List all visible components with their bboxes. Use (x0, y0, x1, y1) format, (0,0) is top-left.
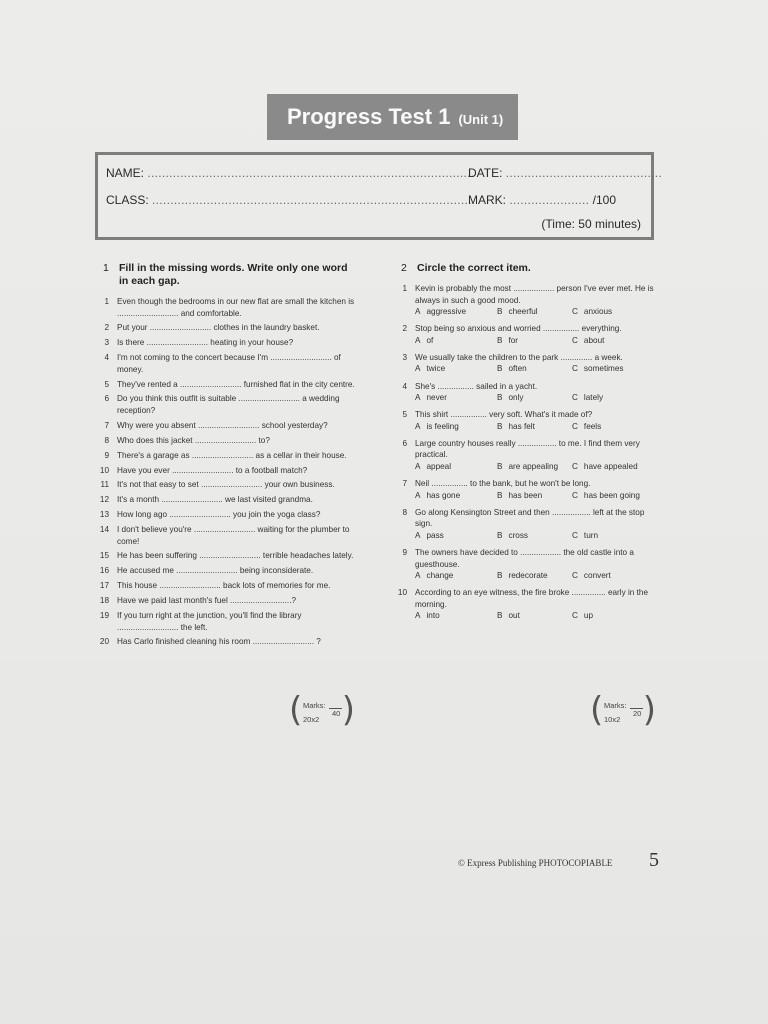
item-sentence: Put your ........................... clothes in the laundry basket. (117, 323, 320, 333)
name-row (106, 166, 474, 180)
option-letter: A (415, 490, 421, 500)
test-title: Progress Test 1 (287, 104, 451, 129)
bracket-left-icon: ( (289, 690, 303, 730)
multiple-choice-item (395, 409, 655, 433)
date-row (468, 166, 662, 180)
item-question: The owners have decided to .................. the old castle into a guesthouse. (415, 548, 634, 569)
multiple-choice-item (395, 323, 655, 347)
item-number: 12 (99, 495, 109, 505)
option-text: for (508, 335, 519, 345)
item-sentence: Why were you absent ........................... school yesterday? (117, 420, 328, 430)
option-text: never (426, 393, 447, 403)
option-letter: A (415, 335, 421, 345)
answer-options (415, 530, 655, 542)
answer-options (415, 306, 655, 318)
item-sentence: There's a garage as ........................... as a cellar in their house. (117, 450, 347, 460)
item-sentence: They've rented a ........................... furnished flat in the city centre. (117, 379, 355, 389)
option-text: out (508, 611, 520, 621)
answer-option[interactable] (572, 570, 611, 582)
answer-option[interactable] (415, 610, 440, 622)
option-letter: B (497, 307, 503, 316)
item-number: 19 (99, 611, 109, 621)
answer-option[interactable] (572, 335, 604, 347)
option-text: is feeling (426, 421, 459, 431)
gap-fill-item (97, 595, 357, 607)
option-text: redecorate (508, 571, 548, 580)
option-letter: C (572, 335, 578, 345)
item-number: 20 (99, 637, 109, 647)
option-letter: B (497, 364, 503, 374)
answer-option[interactable] (415, 306, 466, 318)
multiple-choice-item (395, 478, 655, 502)
exercise-1-marks-box (289, 690, 355, 730)
option-text: has been (508, 490, 543, 500)
option-letter: C (572, 364, 578, 374)
option-text: convert (583, 571, 611, 580)
item-number: 3 (104, 338, 109, 348)
item-number: 1 (402, 284, 407, 293)
answer-option[interactable] (415, 490, 460, 502)
answer-option[interactable] (497, 392, 524, 404)
gap-fill-item (97, 550, 357, 562)
option-letter: C (572, 393, 578, 403)
answer-option[interactable] (572, 490, 640, 502)
option-letter: A (415, 393, 421, 403)
option-text: has been going (583, 490, 640, 500)
page-number: 5 (649, 849, 659, 871)
answer-option[interactable] (415, 461, 451, 473)
item-number: 3 (402, 352, 407, 362)
option-text: are appealing (508, 461, 559, 471)
marks-max: 20 (633, 709, 642, 718)
multiple-choice-item (395, 352, 655, 376)
option-text: cross (508, 530, 529, 540)
test-title-banner (267, 94, 518, 140)
item-question: According to an eye witness, the fire broke ............... early in the morning. (415, 588, 648, 609)
item-sentence: This house ........................... back lots of memories for me. (117, 581, 331, 591)
option-text: has felt (508, 421, 535, 431)
item-number: 17 (99, 581, 109, 591)
exercise-2 (395, 262, 655, 627)
option-text: lately (583, 393, 604, 403)
item-sentence: I don't believe you're ........................... waiting for the plumber to come! (117, 525, 350, 546)
option-text: change (426, 571, 454, 580)
option-letter: B (497, 611, 503, 621)
date-field: ........................................... (505, 166, 663, 180)
answer-options (415, 363, 655, 375)
gap-fill-item (97, 435, 357, 447)
option-text: turn (583, 530, 599, 540)
option-letter: C (572, 611, 578, 621)
option-text: pass (426, 530, 444, 540)
multiple-choice-item (395, 547, 655, 582)
gap-fill-item (97, 509, 357, 521)
item-sentence: It's a month ........................... we last visited grandma. (117, 495, 313, 505)
mark-total: /100 (592, 193, 617, 207)
item-sentence: I'm not coming to the concert because I'm ........................... of money. (117, 353, 341, 374)
answer-option[interactable] (572, 363, 624, 375)
option-text: into (426, 611, 440, 621)
class-field: ........................................................................................ (152, 193, 472, 207)
exercise-2-number: 2 (401, 262, 407, 274)
answer-option[interactable] (572, 306, 612, 318)
answer-options (415, 461, 655, 473)
answer-option[interactable] (415, 335, 433, 347)
option-letter: C (572, 461, 578, 471)
option-letter: A (415, 571, 421, 580)
multiple-choice-item (395, 507, 655, 542)
item-number: 16 (99, 566, 109, 576)
item-number: 10 (397, 588, 407, 598)
mark-label: MARK: (468, 193, 507, 207)
answer-option[interactable] (415, 392, 447, 404)
answer-option[interactable] (572, 392, 603, 404)
exercise-1-items (97, 296, 357, 648)
option-letter: A (415, 307, 421, 316)
gap-fill-item (97, 610, 357, 633)
option-letter: B (497, 571, 503, 580)
item-number: 10 (99, 465, 109, 475)
item-number: 5 (402, 410, 407, 420)
item-number: 9 (402, 548, 407, 557)
option-text: sometimes (583, 364, 624, 374)
marks-value: 20x2 (303, 715, 320, 724)
marks-label: Marks: (303, 701, 326, 710)
item-number: 4 (402, 381, 407, 391)
option-text: up (583, 611, 594, 621)
item-number: 11 (100, 480, 109, 490)
item-sentence: Has Carlo finished cleaning his room ........................... ? (117, 637, 321, 647)
option-text: cheerful (508, 307, 538, 316)
answer-option[interactable] (572, 461, 638, 473)
answer-options (415, 490, 655, 502)
option-letter: C (572, 571, 578, 580)
answer-options (415, 335, 655, 347)
option-letter: B (497, 421, 503, 431)
answer-option[interactable] (497, 306, 538, 318)
gap-fill-item (97, 450, 357, 462)
option-letter: B (497, 393, 503, 403)
test-unit: (Unit 1) (458, 112, 504, 127)
gap-fill-item (97, 524, 357, 547)
item-number: 14 (99, 525, 109, 535)
item-question: Kevin is probably the most .................. person I've ever met. He is always in such a good mood. (415, 284, 654, 305)
item-number: 13 (99, 510, 109, 520)
answer-option[interactable] (572, 610, 593, 622)
exercise-2-heading (395, 262, 655, 275)
answer-option[interactable] (497, 610, 520, 622)
item-question: This shirt ................ very soft. What's it made of? (415, 410, 593, 420)
name-field: .......................................................................................... (147, 166, 475, 180)
item-sentence: Have you ever ........................... to a football match? (117, 465, 308, 475)
item-sentence: Who does this jacket ........................... to? (117, 435, 270, 445)
item-sentence: Even though the bedrooms in our new flat are small the kitchen is ........................... and comfortable. (117, 297, 355, 318)
exercise-1-heading (97, 262, 357, 288)
item-sentence: Do you think this outfit is suitable ........................... a wedding reception? (117, 394, 340, 415)
gap-fill-item (97, 322, 357, 334)
gap-fill-item (97, 565, 357, 577)
option-letter: C (572, 490, 578, 500)
gap-fill-item (97, 479, 357, 491)
option-letter: C (572, 530, 578, 540)
item-number: 9 (104, 450, 109, 460)
mark-field: ...................... (509, 193, 590, 207)
item-number: 6 (402, 438, 407, 448)
item-number: 6 (104, 394, 109, 404)
option-letter: B (497, 461, 503, 471)
name-label: NAME: (106, 166, 145, 180)
answer-option[interactable] (497, 490, 542, 502)
student-details-box (95, 152, 663, 240)
marks-max: 40 (332, 709, 341, 718)
item-sentence: He has been suffering ........................... terrible headaches lately. (117, 551, 354, 561)
gap-fill-item (97, 494, 357, 506)
exercise-2-instruction: Circle the correct item. (417, 262, 531, 274)
item-number: 2 (402, 324, 407, 334)
gap-fill-item (97, 352, 357, 375)
item-question: She's ................ sailed in a yacht. (415, 381, 538, 391)
item-sentence: Have we paid last month's fuel ...........................? (117, 596, 297, 606)
answer-option[interactable] (497, 421, 535, 433)
exercise-2-items (395, 283, 655, 622)
item-sentence: If you turn right at the junction, you'll find the library ........................... the left. (117, 611, 302, 632)
answer-option[interactable] (572, 421, 601, 433)
option-letter: A (415, 530, 421, 540)
answer-option[interactable] (572, 530, 598, 542)
marks-value: 10x2 (604, 715, 621, 724)
option-text: twice (426, 364, 446, 374)
answer-option[interactable] (415, 570, 453, 582)
option-letter: C (572, 307, 578, 316)
option-letter: B (497, 490, 503, 500)
item-question: We usually take the children to the park .............. a week. (415, 352, 623, 362)
multiple-choice-item (395, 283, 655, 318)
item-number: 5 (104, 379, 109, 389)
answer-options (415, 570, 655, 582)
mark-row (468, 193, 616, 207)
item-sentence: Is there ........................... heating in your house? (117, 338, 294, 348)
answer-option[interactable] (415, 421, 459, 433)
option-text: feels (583, 421, 602, 431)
option-letter: C (572, 421, 578, 431)
exercise-1-instruction: Fill in the missing words. Write only one word in each gap. (119, 262, 348, 287)
marks-label: Marks: (604, 701, 627, 710)
item-number: 7 (104, 420, 109, 430)
item-question: Neil ................ to the bank, but he won't be long. (415, 479, 591, 489)
option-letter: A (415, 421, 421, 431)
answer-option[interactable] (497, 570, 548, 582)
option-letter: B (497, 530, 503, 540)
multiple-choice-item (395, 587, 655, 622)
multiple-choice-item (395, 438, 655, 473)
option-text: often (508, 364, 527, 374)
option-letter: A (415, 364, 421, 374)
exercise-1 (97, 262, 357, 651)
item-number: 8 (402, 507, 407, 517)
item-number: 15 (99, 551, 109, 561)
class-row (106, 193, 472, 207)
option-letter: A (415, 611, 421, 621)
item-question: Go along Kensington Street and then ................. left at the stop sign. (415, 507, 645, 529)
exercise-2-marks-box (590, 690, 656, 730)
item-number: 8 (104, 435, 109, 445)
bracket-right-icon: ) (642, 690, 656, 730)
item-sentence: How long ago ........................... you join the yoga class? (117, 510, 321, 520)
answer-option[interactable] (497, 363, 527, 375)
bracket-right-icon: ) (341, 690, 355, 730)
gap-fill-item (97, 465, 357, 477)
gap-fill-item (97, 337, 357, 349)
answer-options (415, 421, 655, 433)
gap-fill-item (97, 296, 357, 319)
item-number: 2 (104, 323, 109, 333)
item-number: 1 (104, 297, 109, 306)
answer-option[interactable] (497, 461, 558, 473)
item-sentence: He accused me ........................... being inconsiderate. (117, 566, 314, 576)
option-text: aggressive (426, 307, 467, 316)
option-text: appeal (426, 461, 452, 471)
item-question: Large country houses really ................. to me. I find them very practical. (415, 438, 640, 460)
gap-fill-item (97, 393, 357, 416)
option-text: has gone (426, 490, 461, 500)
answer-options (415, 392, 655, 404)
gap-fill-item (97, 636, 357, 648)
gap-fill-item (97, 379, 357, 391)
answer-options (415, 610, 655, 622)
option-text: have appealed (583, 461, 638, 471)
answer-option[interactable] (415, 363, 445, 375)
exercise-1-number: 1 (103, 262, 109, 274)
item-sentence: It's not that easy to set ........................... your own business. (117, 480, 335, 490)
bracket-left-icon: ( (590, 690, 604, 730)
item-number: 7 (402, 479, 407, 489)
answer-option[interactable] (497, 530, 528, 542)
item-number: 4 (104, 353, 109, 363)
answer-option[interactable] (497, 335, 518, 347)
class-label: CLASS: (106, 193, 149, 207)
option-text: only (508, 393, 524, 403)
option-text: anxious (583, 307, 613, 316)
option-text: of (426, 335, 434, 345)
option-letter: B (497, 335, 503, 345)
option-text: about (583, 335, 605, 345)
multiple-choice-item (395, 381, 655, 405)
gap-fill-item (97, 420, 357, 432)
item-number: 18 (99, 596, 109, 606)
answer-option[interactable] (415, 530, 444, 542)
date-label: DATE: (468, 166, 503, 180)
item-question: Stop being so anxious and worried ................ everything. (415, 324, 622, 334)
option-letter: A (415, 461, 421, 471)
copyright-footer: © Express Publishing PHOTOCOPIABLE (458, 858, 613, 868)
time-limit: (Time: 50 minutes) (541, 217, 641, 231)
gap-fill-item (97, 580, 357, 592)
